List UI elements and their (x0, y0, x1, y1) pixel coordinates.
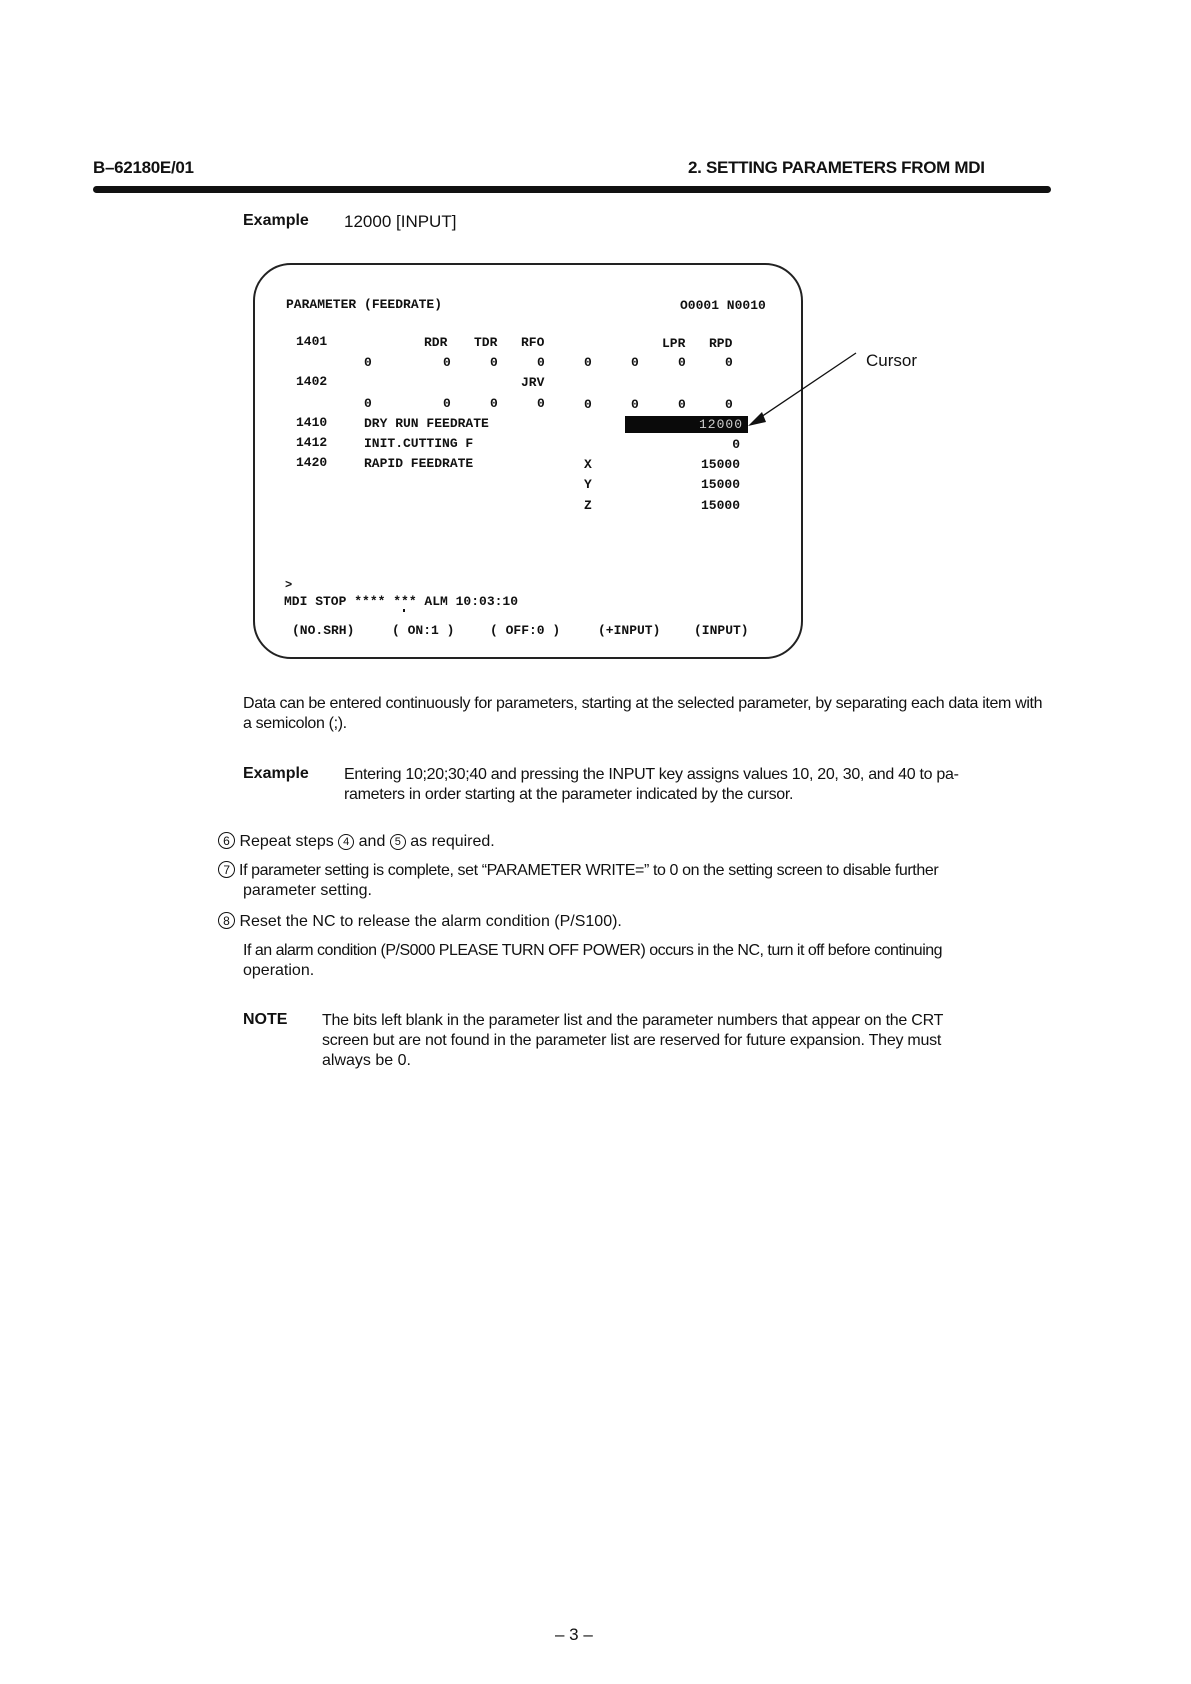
bit-label: RDR (424, 335, 448, 350)
param-number: 1402 (296, 374, 328, 389)
stray-dot (403, 609, 405, 612)
bit-value[interactable]: 0 (364, 396, 372, 411)
note-line3: always be 0. (322, 1052, 411, 1069)
example-text-line2: rameters in order starting at the parameter indicated by the cursor. (344, 786, 794, 803)
circled-number-icon: 8 (218, 912, 235, 929)
softkey-no-srh[interactable]: (NO.SRH) (292, 623, 355, 638)
param-number: 1401 (296, 334, 328, 349)
example-label: Example (243, 765, 309, 782)
step-8-para-line2: operation. (243, 962, 315, 979)
circled-number-icon: 4 (338, 834, 354, 850)
bit-value[interactable]: 0 (678, 355, 686, 370)
bit-label: TDR (474, 335, 498, 350)
cursor-value[interactable]: 12000 (698, 417, 743, 432)
paragraph-continuous-entry: Data can be entered continuously for parameters, starting at the selected parameter, by separating each data item with a semicolon (;). (243, 695, 1043, 732)
bit-value[interactable]: 0 (537, 355, 545, 370)
bit-label: LPR (662, 336, 686, 351)
circled-number-icon: 7 (218, 861, 235, 878)
step-8-line1: 8 Reset the NC to release the alarm condition (P/S100). (218, 912, 622, 932)
bit-value[interactable]: 0 (584, 355, 592, 370)
header-rule (93, 186, 1051, 193)
param-name: INIT.CUTTING F (364, 436, 474, 451)
cursor-callout-arrow-icon (740, 350, 860, 430)
axis-label-x: X (584, 457, 592, 472)
axis-label-y: Y (584, 477, 592, 492)
note-label: NOTE (243, 1011, 288, 1028)
section-title: 2. SETTING PARAMETERS FROM MDI (688, 158, 985, 177)
softkey-on-1[interactable]: ( ON:1 ) (392, 623, 455, 638)
axis-value-x[interactable]: 15000 (700, 457, 740, 472)
input-prompt[interactable]: > (285, 578, 293, 592)
cursor-callout-label: Cursor (866, 351, 918, 370)
axis-label-z: Z (584, 498, 592, 513)
bit-value[interactable]: 0 (443, 355, 451, 370)
circled-number-icon: 5 (390, 834, 406, 850)
bit-value[interactable]: 0 (631, 397, 639, 412)
step-6: 6 Repeat steps 4 and 5 as required. (218, 832, 495, 852)
bit-value[interactable]: 0 (490, 396, 498, 411)
axis-value-y[interactable]: 15000 (700, 477, 740, 492)
bit-value[interactable]: 0 (490, 355, 498, 370)
softkey-plus-input[interactable]: (+INPUT) (598, 623, 661, 638)
step-7-line1: 7 If parameter setting is complete, set “PARAMETER WRITE=” to 0 on the setting screen to disable further (218, 861, 938, 881)
param-name: DRY RUN FEEDRATE (364, 416, 489, 431)
step-8-para-line1: If an alarm condition (P/S000 PLEASE TURN OFF POWER) occurs in the NC, turn it off before continuing (243, 942, 943, 959)
crt-program-info: O0001 N0010 (680, 298, 766, 313)
bit-value[interactable]: 0 (364, 355, 372, 370)
softkey-input[interactable]: (INPUT) (694, 623, 749, 638)
bit-value[interactable]: 0 (678, 397, 686, 412)
example-text: 12000 [INPUT] (344, 212, 457, 231)
axis-value-z[interactable]: 15000 (700, 498, 740, 513)
document-code: B–62180E/01 (93, 158, 194, 177)
param-value[interactable]: 0 (732, 437, 740, 452)
step-7-line2: parameter setting. (243, 882, 372, 899)
softkey-off-0[interactable]: ( OFF:0 ) (490, 623, 561, 638)
bit-value[interactable]: 0 (443, 396, 451, 411)
example-text-line1: Entering 10;20;30;40 and pressing the INPUT key assigns values 10, 20, 30, and 40 to pa- (344, 766, 959, 783)
note-line2: screen but are not found in the parameter list are reserved for future expansion. They must (322, 1032, 942, 1049)
bit-value[interactable]: 0 (631, 355, 639, 370)
bit-value[interactable]: 0 (584, 397, 592, 412)
bit-value[interactable]: 0 (725, 355, 733, 370)
bit-label: RFO (521, 335, 545, 350)
page-number: – 3 – (555, 1625, 593, 1644)
example-label: Example (243, 212, 309, 229)
param-number: 1420 (296, 455, 328, 470)
bit-value[interactable]: 0 (537, 396, 545, 411)
bit-label: JRV (521, 375, 545, 390)
bit-label: RPD (709, 336, 733, 351)
status-line: MDI STOP **** *** ALM 10:03:10 (284, 594, 519, 609)
note-line1: The bits left blank in the parameter list and the parameter numbers that appear on the CRT (322, 1012, 944, 1029)
bit-value[interactable]: 0 (725, 397, 733, 412)
param-name: RAPID FEEDRATE (364, 456, 474, 471)
circled-number-icon: 6 (218, 832, 235, 849)
param-number: 1412 (296, 435, 328, 450)
param-number: 1410 (296, 415, 328, 430)
crt-title: PARAMETER (FEEDRATE) (286, 297, 443, 312)
